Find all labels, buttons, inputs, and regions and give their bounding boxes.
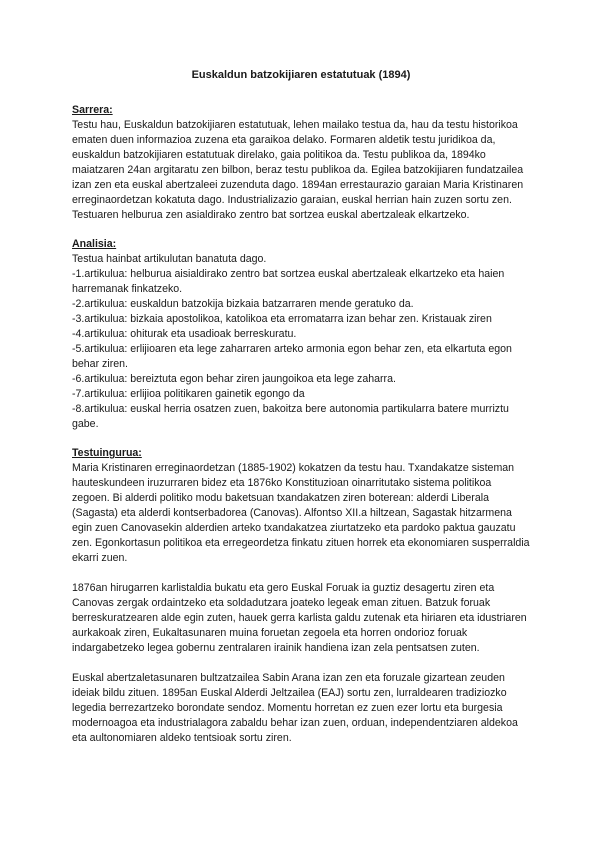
document-title: Euskaldun batzokijiaren estatutuak (1894) xyxy=(191,69,411,81)
section-heading: Sarrera: xyxy=(72,104,113,116)
paragraph: Maria Kristinaren erreginaordetzan (1885-1902) kokatzen da testu hau. Txandakatze sisteman hauteskundeen iruzurraren bidez eta 1876ko Konstituzioan oinarritutako sistema politikoa zegoen. Bi alderdi politiko modu baketsuan txandakatzen ziren boterean: alderdi Liberala (Sagasta) eta alderdi kontserbadorea (Canovas). Alfontso XII.a hiltzean, Sagastak hitzarmena egin zuen Canovasekin alderdien arteko txandakatzea ziurtatzeko eta pardoko paktua gauzatu zen. Egonkortasun politikoa eta erregeordetza finkatu zituen horrek eta ekonomiaren susperraldia ekarri zuen. xyxy=(72,462,530,564)
section-sarrera xyxy=(72,103,530,223)
section-testuingurua xyxy=(72,446,530,746)
list-item: -7.artikulua: erlijioa politikaren gainetik egongo da xyxy=(72,388,305,400)
list-item: -8.artikulua: euskal herria osatzen zuen, bakoitza bere autonomia partikularra batere murriztu gabe. xyxy=(72,403,509,430)
article-list xyxy=(72,267,530,432)
paragraph: Testua hainbat artikulutan banatuta dago. xyxy=(72,253,267,265)
list-item: -6.artikulua: bereiztuta egon behar ziren jaungoikoa eta lege zaharra. xyxy=(72,373,396,385)
list-item: -5.artikulua: erlijioaren eta lege zaharraren arteko armonia egon behar zen, eta elkartuta egon behar ziren. xyxy=(72,343,512,370)
paragraph: 1876an hirugarren karlistaldia bukatu eta gero Euskal Foruak ia guztiz desagertu ziren eta Canovas zergak ordaintzeko eta soldadutzara joateko legeak eman zituen. Batzuk foruak berreskuratzearen alde egin zuten, hauek gerra karlista galdu zutenak eta hiriaren eta idustriaren aurkakoak ziren, Eukaltasunaren muina foruetan zegoela eta horren ondorioz foruak indargabetzeko legea gobernu zentralaren irainik handiena izan zela pentsatsen zuten. xyxy=(72,582,527,654)
paragraph: Euskal abertzaletasunaren bultzatzailea Sabin Arana izan zen eta foruzale gizartean zeuden ideiak bildu zituen. 1895an Euskal Alderdi Jeltzailea (EAJ) sortu zen, lurraldearen tradiziozko legedia berrezartzeko borondate sendoz. Momentu horretan ez zuen ezer lortu eta burgesia modernoagoa eta industrialagora zabaldu behar izan zuen, orduan, independentziaren aldekoa eta aultonomiaren aldeko tentsioak sortu ziren. xyxy=(72,672,518,744)
list-item: -1.artikulua: helburua aisialdirako zentro bat sortzea euskal abertzaleak elkartzeko eta haien harremanak finkatzeko. xyxy=(72,268,505,295)
list-item: -4.artikulua: ohiturak eta usadioak berreskuratu. xyxy=(72,328,297,340)
section-analisia xyxy=(72,237,530,432)
paragraph: Testu hau, Euskaldun batzokijiaren estatutuak, lehen mailako testua da, hau da testu historikoa ematen duen informazioa zuzena eta garaikoa delako. Formaren aldetik testu juridikoa da, euskaldun batzokijiaren estatutuak direlako, gaia politikoa da. Testu publikoa da, 1894ko maiatzaren 24an argitaratu zen bilbon, beraz testu publikoa da. Egilea batzokijiaren fundatzailea izan zen eta euskal abertzaleei zuzenduta dago. 1894an errestaurazio garaian Maria Kristinaren erreginaordetzan kokatuta dago. Industrializazio garaian, euskal herrian hain zuzen sortu zen. Testuaren helburua zen asialdirako zentro bat sortzea euskal abertzaleak elkartzeko. xyxy=(72,119,524,221)
section-heading: Testuingurua: xyxy=(72,447,142,459)
list-item: -3.artikulua: bizkaia apostolikoa, katolikoa eta erromatarra izan behar zen. Kristauak ziren xyxy=(72,313,492,325)
list-item: -2.artikulua: euskaldun batzokija bizkaia batzarraren mende geratuko da. xyxy=(72,298,414,310)
section-heading: Analisia: xyxy=(72,238,117,250)
